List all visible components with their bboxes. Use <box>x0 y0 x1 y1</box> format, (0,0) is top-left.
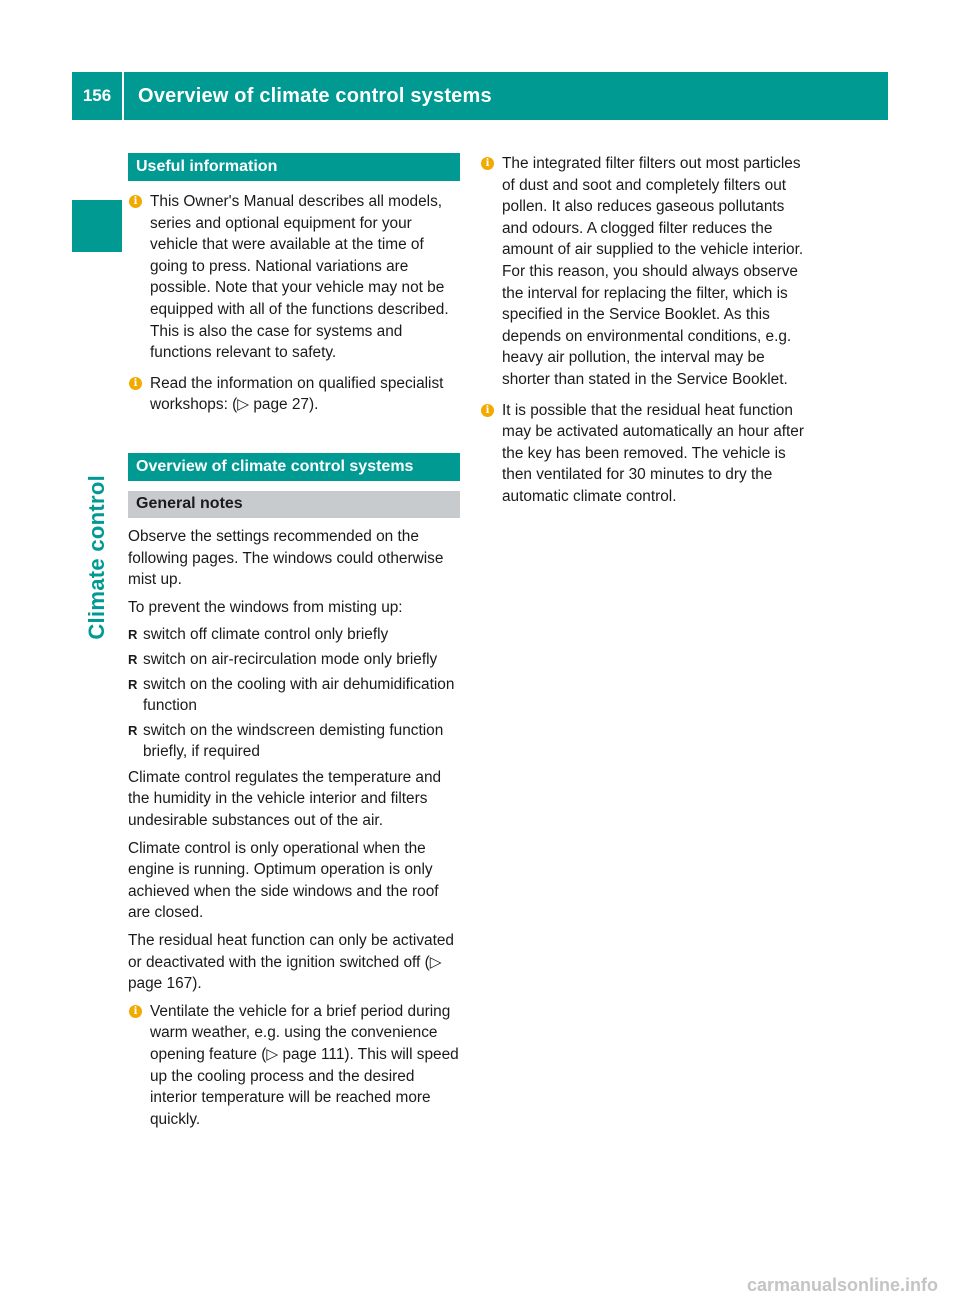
info-note-text: Read the information on qualified specialist workshops: (▷ page 27). <box>150 374 444 414</box>
list-item <box>128 720 460 763</box>
paragraph: Climate control regulates the temperature and the humidity in the vehicle interior and filters undesirable substances out of the air. <box>128 768 442 830</box>
paragraph: The residual heat function can only be activated or deactivated with the ignition switched off (▷ page 167). <box>128 932 454 993</box>
info-icon: i <box>481 404 494 417</box>
bullet-list <box>128 624 460 763</box>
info-note-text: It is possible that the residual heat function may be activated automatically an hour after the key has been removed. The vehicle is then ventilated for 30 minutes to dry the automatic climate control. <box>502 401 804 505</box>
bullet-r-icon: R <box>128 627 138 643</box>
info-note-text: The integrated filter filters out most particles of dust and soot and completely filters out pollen. It also reduces gaseous pollutants and odours. A clogged filter reduces the amount of air supplied to the vehicle interior. For this reason, you should always observe the interval for replacing the filter, which is specified in the Service Booklet. As this depends on environmental conditions, e.g. heavy air pollution, the interval may be shorter than stated in the Service Booklet. <box>502 155 804 388</box>
page-title: Overview of climate control systems <box>138 84 492 107</box>
paragraph: Climate control is only operational when the engine is running. Optimum operation is only achieved when the side windows and the roof are closed. <box>128 839 439 922</box>
info-icon: i <box>129 377 142 390</box>
page-number: 156 <box>72 72 124 120</box>
watermark: carmanualsonline.info <box>746 1275 938 1295</box>
info-note-text: Ventilate the vehicle for a brief period during warm weather, e.g. using the convenience opening feature (▷ page 111). This will speed up the cooling process and the desired interior temperature will be reached more quickly. <box>150 1002 459 1128</box>
info-note <box>128 373 460 416</box>
info-note <box>128 191 460 364</box>
info-icon: i <box>129 1005 142 1018</box>
subheading-general-notes: General notes <box>128 491 460 518</box>
side-tab-label: Climate control <box>84 475 109 640</box>
paragraph: Observe the settings recommended on the following pages. The windows could otherwise mist up. <box>128 527 444 589</box>
bullet-r-icon: R <box>128 676 138 692</box>
side-tab-marker <box>72 200 122 252</box>
info-note <box>128 1001 460 1131</box>
list-item-text: switch on the cooling with air dehumidification function <box>143 675 455 715</box>
info-note-text: This Owner's Manual describes all models, series and optional equipment for your vehicle that were available at the time of going to press. National variations are possible. Note that your vehicle may not be equipped with all of the functions described. This is also the case for systems and functions relevant to safety. <box>150 193 449 362</box>
section-heading-useful-information: Useful information <box>128 153 460 181</box>
list-item-text: switch off climate control only briefly <box>143 626 389 644</box>
paragraph: To prevent the windows from misting up: <box>128 598 403 616</box>
list-item-text: switch on the windscreen demisting function briefly, if required <box>143 721 444 761</box>
bullet-r-icon: R <box>128 651 138 667</box>
bullet-r-icon: R <box>128 722 138 738</box>
page-header <box>72 72 888 120</box>
info-icon: i <box>129 195 142 208</box>
list-item <box>128 649 460 671</box>
info-note <box>480 153 814 391</box>
list-item <box>128 674 460 717</box>
info-icon: i <box>481 157 494 170</box>
left-column <box>128 153 460 1139</box>
list-item-text: switch on air-recirculation mode only briefly <box>143 650 438 668</box>
side-tab <box>72 260 122 640</box>
info-note <box>480 400 814 508</box>
section-heading-overview: Overview of climate control systems <box>128 453 460 481</box>
right-column <box>480 153 814 517</box>
list-item <box>128 624 460 646</box>
